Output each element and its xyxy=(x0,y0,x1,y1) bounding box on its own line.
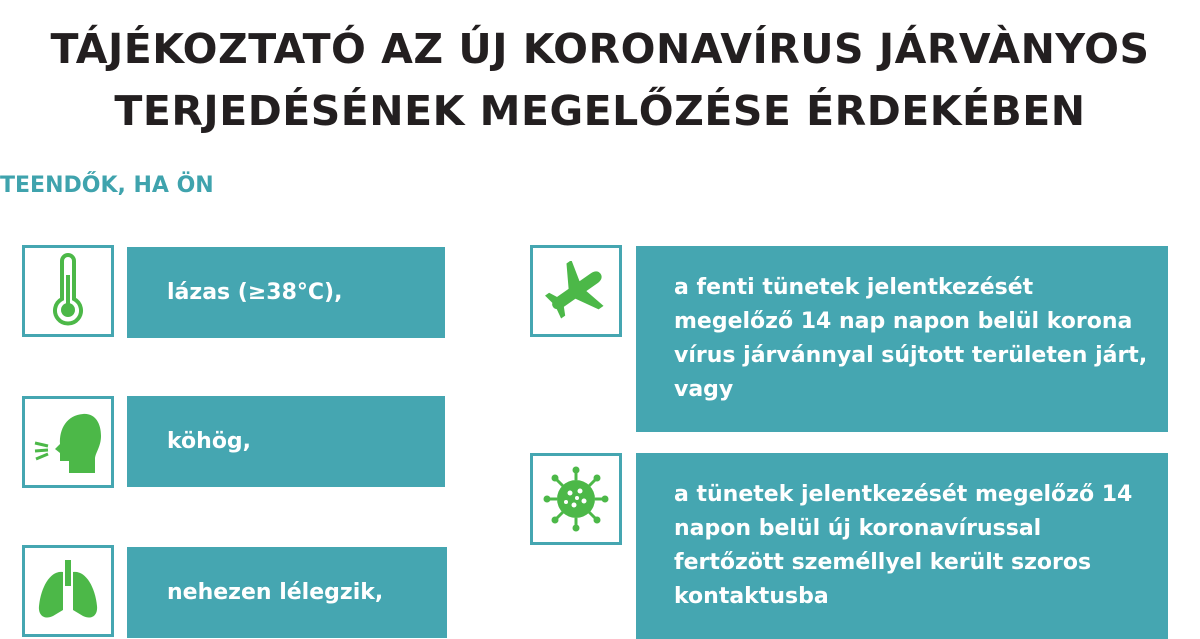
symptom-cough-box xyxy=(127,396,445,487)
thermometer-icon xyxy=(48,253,88,329)
symptom-fever-text: lázas (≥38°C), xyxy=(167,279,343,305)
virus-icon-box xyxy=(530,453,622,545)
title-line-1: TÁJÉKOZTATÓ AZ ÚJ KORONAVÍRUS JÁRVÀNYOS xyxy=(50,25,1150,73)
thermometer-icon-box xyxy=(22,245,114,337)
contact-condition-box xyxy=(636,453,1168,639)
travel-condition-box xyxy=(636,246,1168,432)
cough-icon-box xyxy=(22,396,114,488)
travel-condition-text: a fenti tünetek jelentkezését megelőző 14 nap napon belül korona vírus járvánnyal sújtott területen járt, vagy xyxy=(674,275,1148,402)
symptom-fever-box xyxy=(127,247,445,338)
page-title xyxy=(0,18,1200,142)
airplane-icon xyxy=(544,261,608,321)
symptom-breathing-text: nehezen lélegzik, xyxy=(167,579,384,605)
symptom-breathing-box xyxy=(127,547,447,638)
airplane-icon-box xyxy=(530,245,622,337)
coughing-head-icon xyxy=(33,409,103,475)
section-subtitle: TEENDŐK, HA ÖN xyxy=(0,173,214,198)
lungs-icon xyxy=(33,556,103,626)
symptom-cough-text: köhög, xyxy=(167,428,252,454)
lungs-icon-box xyxy=(22,545,114,637)
virus-icon xyxy=(542,465,610,533)
contact-condition-text: a tünetek jelentkezését megelőző 14 napon belül új koronavírussal fertőzött személlyel került szoros kontaktusba xyxy=(674,482,1133,609)
title-line-2: TERJEDÉSÉNEK MEGELŐZÉSE ÉRDEKÉBEN xyxy=(114,87,1086,135)
